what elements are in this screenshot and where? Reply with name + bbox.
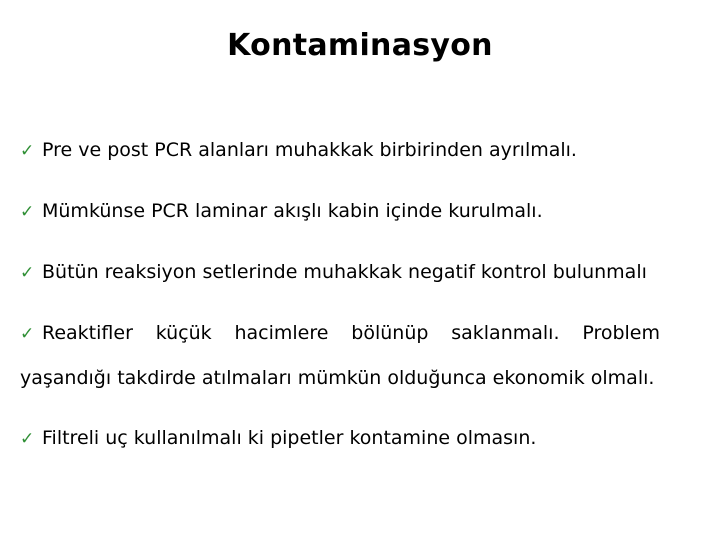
bullet-item (20, 250, 660, 295)
checkmark-icon: ✓ (20, 141, 35, 161)
checkmark-icon: ✓ (20, 202, 35, 222)
bullet-text: Filtreli uç kullanılmalı ki pipetler kontamine olmasın. (42, 427, 537, 449)
bullet-item (20, 416, 660, 461)
slide-title: Kontaminasyon (227, 28, 493, 63)
bullet-item (20, 128, 660, 173)
checkmark-icon: ✓ (20, 324, 35, 344)
checkmark-icon: ✓ (20, 263, 35, 283)
bullet-list (20, 128, 660, 477)
bullet-item (20, 311, 660, 400)
bullet-text: Pre ve post PCR alanları muhakkak birbirinden ayrılmalı. (42, 139, 577, 161)
bullet-text: Mümkünse PCR laminar akışlı kabin içinde kurulmalı. (42, 200, 543, 222)
bullet-item (20, 189, 660, 234)
bullet-text: Reaktifler küçük hacimlere bölünüp saklanmalı. Problem yaşandığı takdirde atılmaları mümkün olduğunca ekonomik olmalı. (20, 322, 660, 389)
bullet-text: Bütün reaksiyon setlerinde muhakkak negatif kontrol bulunmalı (42, 261, 647, 283)
checkmark-icon: ✓ (20, 429, 35, 449)
